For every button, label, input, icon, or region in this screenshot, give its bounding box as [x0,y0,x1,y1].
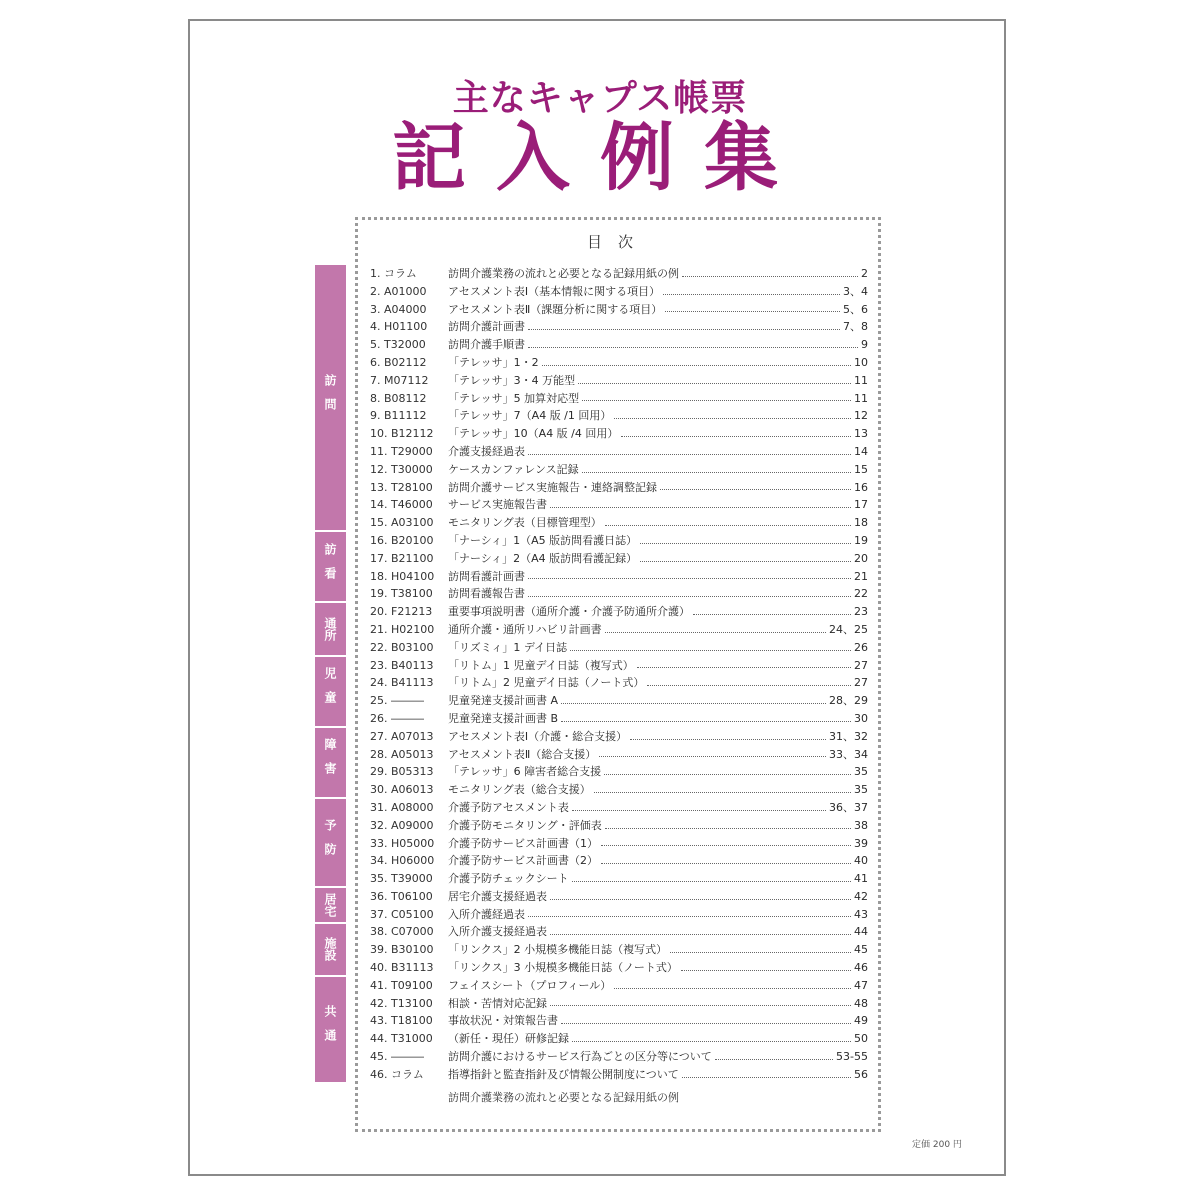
toc-entry-page: 46 [854,961,868,975]
toc-entry [370,301,868,319]
toc-entry [370,941,868,959]
toc-entry [370,639,868,657]
toc-entry-line [448,301,868,319]
toc-entry [370,390,868,408]
toc-entry [370,781,868,799]
toc-entry-page: 2 [861,267,868,280]
toc-leader-dots [528,318,840,330]
toc-entry [370,746,868,764]
toc-entry-line [448,283,868,301]
toc-entry-title: 相談・苦情対応記録 [448,996,547,1010]
toc-entry-page: 18 [854,516,868,530]
toc-entry-page: 21 [854,569,868,583]
toc-leader-dots [582,390,851,402]
toc-entry-page: 38 [854,818,868,832]
toc-entry-page: 50 [854,1032,868,1046]
toc-leader-dots [528,568,851,580]
toc-entry-page: 49 [854,1014,868,1028]
toc-entry-page: 35 [854,783,868,797]
toc-entry-title: フェイスシート（プロフィール） [448,978,612,992]
toc-leader-dots [550,888,851,900]
toc-entry-title: 児童発達支援計画書 A [448,694,559,708]
toc-entry-page: 20 [854,551,868,565]
toc-leader-dots [572,799,826,811]
category-tab: 予防 [315,799,346,886]
toc-entry-line [448,585,868,603]
toc-entry-line [448,710,868,728]
toc-entry-number: 17. B21100 [370,551,434,565]
toc-entry [370,799,868,817]
toc-entry-line [448,906,868,924]
toc-leader-dots [570,639,851,651]
toc-entry-title: アセスメント表Ⅰ（介護・総合支援） [448,729,628,743]
toc-entry-line [448,728,868,746]
toc-entry [370,372,868,390]
toc-entry-line [448,550,868,568]
category-tab: 通所 [315,603,346,654]
toc-entry-page: 17 [854,498,868,512]
toc-entry-number: 4. H01100 [370,320,428,334]
toc-entry-title: （新任・現任）研修記録 [448,1032,569,1046]
toc-entry-title: モニタリング表（目標管理型） [448,516,602,530]
toc-entry-line [448,603,868,621]
toc-entry [370,657,868,675]
toc-entry-line [448,1012,868,1030]
toc-entry-number: 6. B02112 [370,355,427,369]
toc-entry-title: アセスメント表Ⅱ（課題分析に関する項目） [448,302,663,316]
toc-entry-title: 入所介護支援経過表 [448,925,547,939]
toc-entry-title: 通所介護・通所リハビリ計画書 [448,622,602,636]
toc-entry-page: 13 [854,427,868,441]
toc-leader-dots [599,746,826,758]
toc-entry-page: 24、25 [829,622,868,636]
toc-entry-number: 7. M07112 [370,373,429,387]
toc-entry [370,1048,868,1066]
toc-entry [370,835,868,853]
toc-entry [370,354,868,372]
toc-leader-dots [715,1048,833,1060]
toc-entry-page: 40 [854,854,868,868]
toc-entry [370,283,868,301]
toc-entry-number: 10. B12112 [370,427,434,441]
toc-entry-number: 44. T31000 [370,1032,433,1046]
toc-entry-page: 16 [854,480,868,494]
category-tab: 障害 [315,728,346,797]
toc-entry-number: 27. A07013 [370,729,434,743]
toc-entry-line [448,817,868,835]
toc-leader-dots [640,532,851,544]
toc-entry-title: アセスメント表Ⅱ（総合支援） [448,747,597,761]
toc-entry-page: 56 [854,1067,868,1081]
toc-entry-title: 指導指針と監査指針及び情報公開制度について [448,1067,679,1081]
toc-entry [370,496,868,514]
toc-entry-page: 47 [854,978,868,992]
toc-leader-dots [693,603,851,615]
toc-entry-line [448,568,868,586]
toc-entry-number: 34. H06000 [370,854,435,868]
toc-entry [370,603,868,621]
toc-entry-page: 44 [854,925,868,939]
toc-entry-page: 33、34 [829,747,868,761]
toc-entry-line [448,532,868,550]
toc-entry-number: 43. T18100 [370,1014,433,1028]
toc-entry-number: 35. T39000 [370,872,433,886]
toc-leader-dots [528,443,851,455]
toc-entry-line [448,888,868,906]
toc-leader-dots [550,995,851,1007]
toc-entry-title: 「ナーシィ」2（A4 版訪問看護記録） [448,551,638,565]
toc-leader-dots [542,354,851,366]
toc-entry-title: 「テレッサ」5 加算対応型 [448,391,580,405]
toc-entry-number: 39. B30100 [370,943,434,957]
toc-leader-dots [561,710,851,722]
toc-entry-page: 7、8 [843,320,868,334]
toc-entry-line [448,995,868,1013]
toc-entry-line [448,461,868,479]
toc-entry-number: 31. A08000 [370,800,434,814]
toc-entry-page: 36、37 [829,800,868,814]
toc-entry-line [448,657,868,675]
toc-entry-page: 41 [854,872,868,886]
toc-leader-dots [582,461,851,473]
toc-entry-page: 3、4 [843,284,868,298]
toc-entry-page: 19 [854,533,868,547]
toc-entry-number: 36. T06100 [370,889,433,903]
toc-entry-line [448,781,868,799]
category-tab: 児童 [315,657,346,726]
category-tab: 訪看 [315,532,346,601]
toc-leader-dots [578,372,851,384]
toc-leader-dots [604,763,851,775]
toc-entry [370,763,868,781]
toc-entry [370,514,868,532]
toc-entry-page: 43 [854,907,868,921]
toc-entry [370,585,868,603]
toc-entry-page: 30 [854,711,868,725]
toc-entry-page: 5、6 [843,302,868,316]
toc-leader-dots [637,657,851,669]
toc-entry-number: 20. F21213 [370,605,433,619]
toc-list [370,265,868,1084]
toc-entry-line [448,746,868,764]
toc-entry-line [448,870,868,888]
toc-leader-dots [647,674,851,686]
toc-entry-title: 介護予防サービス計画書（2） [448,854,598,868]
toc-leader-dots [630,728,826,740]
toc-entry-title: 訪問介護サービス実施報告・連絡調整記録 [448,480,657,494]
toc-entry-number: 12. T30000 [370,462,433,476]
toc-entry [370,318,868,336]
toc-extra-line: 訪問介護業務の流れと必要となる記録用紙の例 [448,1091,679,1104]
toc-leader-dots [682,1066,851,1078]
toc-entry-title: 「リズミィ」1 デイ日誌 [448,640,568,654]
toc-entry-title: 訪問介護手順書 [448,338,525,352]
toc-entry-title: 介護予防サービス計画書（1） [448,836,598,850]
toc-entry-number: 32. A09000 [370,818,434,832]
toc-leader-dots [528,585,851,597]
toc-entry-page: 27 [854,658,868,672]
toc-entry-line [448,941,868,959]
toc-entry-line [448,407,868,425]
toc-entry [370,1030,868,1048]
toc-entry-page: 45 [854,943,868,957]
toc-entry [370,959,868,977]
toc-entry-title: 介護予防チェックシート [448,872,569,886]
toc-leader-dots [605,514,851,526]
toc-entry [370,336,868,354]
toc-entry-number: 22. B03100 [370,640,434,654]
toc-entry-line [448,799,868,817]
toc-entry-line [448,336,868,354]
toc-leader-dots [665,301,840,313]
toc-entry-line [448,479,868,497]
toc-entry-number: 41. T09100 [370,978,433,992]
toc-entry-number: 29. B05313 [370,765,434,779]
toc-entry [370,852,868,870]
toc-entry-line [448,443,868,461]
toc-entry-number: 40. B31113 [370,961,434,975]
toc-entry-number: 5. T32000 [370,338,426,352]
toc-entry-page: 22 [854,587,868,601]
toc-entry [370,888,868,906]
toc-entry-title: アセスメント表Ⅰ（基本情報に関する項目） [448,284,661,298]
toc-entry-number: 23. B40113 [370,658,434,672]
toc-entry-title: 入所介護経過表 [448,907,525,921]
toc-entry-title: 介護予防モニタリング・評価表 [448,818,602,832]
toc-entry-page: 11 [854,391,868,405]
toc-entry [370,870,868,888]
toc-entry-number: 16. B20100 [370,533,434,547]
toc-leader-dots [663,283,840,295]
toc-entry-number: 9. B11112 [370,409,427,423]
toc-entry-number: 8. B08112 [370,391,427,405]
toc-entry-title: 児童発達支援計画書 B [448,711,559,725]
toc-entry-line [448,425,868,443]
toc-leader-dots [572,870,851,882]
toc-entry-number: 33. H05000 [370,836,435,850]
toc-entry-number: 30. A06013 [370,783,434,797]
toc-entry-number: 21. H02100 [370,622,435,636]
toc-leader-dots [561,692,826,704]
toc-leader-dots [660,479,851,491]
toc-entry-line [448,1048,868,1066]
toc-leader-dots [550,496,851,508]
price-label: 定価 200 円 [912,1140,962,1150]
toc-entry-title: 「テレッサ」10（A4 版 /4 回用） [448,427,619,441]
toc-leader-dots [640,550,851,562]
toc-leader-dots [601,852,851,864]
toc-leader-dots [528,906,851,918]
toc-leader-dots [594,781,851,793]
toc-entry-number: 26. ――― [370,711,424,725]
toc-entry-page: 9 [861,338,868,352]
toc-entry-title: 「テレッサ」1・2 [448,355,539,369]
toc-entry [370,995,868,1013]
toc-entry-number: 18. H04100 [370,569,435,583]
toc-entry-line [448,923,868,941]
toc-entry-number: 15. A03100 [370,516,434,530]
toc-entry [370,728,868,746]
toc-entry-line [448,1066,868,1084]
category-tab: 施設 [315,924,346,975]
toc-entry-title: 訪問看護報告書 [448,587,525,601]
toc-entry-page: 28、29 [829,694,868,708]
toc-entry-page: 53-55 [836,1050,868,1064]
toc-entry [370,568,868,586]
toc-entry-page: 10 [854,355,868,369]
toc-entry-title: 「リンクス」2 小規模多機能日誌（複写式） [448,943,668,957]
toc-entry-line [448,835,868,853]
toc-entry [370,265,868,283]
toc-entry-page: 27 [854,676,868,690]
toc-entry-line [448,318,868,336]
toc-entry-line [448,390,868,408]
toc-entry [370,461,868,479]
toc-entry [370,817,868,835]
toc-entry-page: 26 [854,640,868,654]
toc-entry-line [448,265,868,283]
toc-leader-dots [614,407,851,419]
toc-entry-number: 46. コラム [370,1067,424,1081]
toc-entry-number: 45. ――― [370,1050,424,1064]
toc-entry-page: 31、32 [829,729,868,743]
toc-entry-title: 介護支援経過表 [448,444,525,458]
toc-entry-page: 15 [854,462,868,476]
toc-entry-number: 2. A01000 [370,284,427,298]
toc-entry-line [448,959,868,977]
category-tab: 訪問 [315,265,346,530]
toc-entry-line [448,514,868,532]
toc-entry-number: 11. T29000 [370,444,433,458]
toc-leader-dots [605,621,826,633]
toc-entry-title: 「リンクス」3 小規模多機能日誌（ノート式） [448,961,678,975]
toc-entry [370,407,868,425]
toc-entry-page: 48 [854,996,868,1010]
toc-entry-number: 13. T28100 [370,480,433,494]
document-title: 記入例集 [392,115,808,201]
toc-entry-number: 14. T46000 [370,498,433,512]
toc-entry-title: 「テレッサ」6 障害者総合支援 [448,765,602,779]
toc-entry-title: 「テレッサ」3・4 万能型 [448,373,576,387]
toc-entry [370,710,868,728]
toc-entry-line [448,692,868,710]
toc-entry [370,550,868,568]
toc-entry-line [448,852,868,870]
toc-entry [370,977,868,995]
toc-entry-title: 訪問看護計画書 [448,569,525,583]
toc-entry-page: 39 [854,836,868,850]
toc-entry-line [448,639,868,657]
toc-entry-number: 25. ――― [370,694,424,708]
toc-leader-dots [572,1030,851,1042]
toc-leader-dots [681,959,851,971]
category-tab: 共通 [315,977,346,1082]
toc-entry-title: 「ナーシィ」1（A5 版訪問看護日誌） [448,533,638,547]
toc-entry [370,692,868,710]
toc-entry-title: 介護予防アセスメント表 [448,800,569,814]
toc-entry [370,923,868,941]
toc-entry [370,532,868,550]
toc-entry-title: 重要事項説明書（通所介護・介護予防通所介護） [448,605,690,619]
toc-entry-title: 「リトム」2 児童デイ日誌（ノート式） [448,676,645,690]
toc-leader-dots [561,1012,851,1024]
toc-entry-line [448,496,868,514]
toc-entry-page: 35 [854,765,868,779]
toc-leader-dots [621,425,851,437]
toc-leader-dots [605,817,851,829]
toc-entry-line [448,621,868,639]
toc-entry-line [448,674,868,692]
toc-entry-title: 居宅介護支援経過表 [448,889,547,903]
toc-entry-number: 24. B41113 [370,676,434,690]
toc-entry-title: 訪問介護計画書 [448,320,525,334]
toc-entry-title: 「テレッサ」7（A4 版 /1 回用） [448,409,612,423]
toc-entry-line [448,354,868,372]
toc-leader-dots [550,923,851,935]
category-tab: 居宅 [315,888,346,922]
toc-entry-number: 1. コラム [370,267,417,280]
toc-entry-number: 19. T38100 [370,587,433,601]
toc-entry-line [448,763,868,781]
toc-entry-page: 12 [854,409,868,423]
toc-heading: 目次 [586,233,649,251]
toc-entry [370,621,868,639]
toc-leader-dots [528,336,858,348]
toc-entry-line [448,977,868,995]
toc-entry-title: ケースカンファレンス記録 [448,462,579,476]
toc-entry-page: 23 [854,605,868,619]
toc-entry-page: 14 [854,444,868,458]
toc-entry-title: 訪問介護業務の流れと必要となる記録用紙の例 [448,267,679,280]
toc-entry [370,425,868,443]
document-subtitle: 主なキャプス帳票 [452,78,748,119]
toc-entry-number: 42. T13100 [370,996,433,1010]
toc-entry-number: 37. C05100 [370,907,434,921]
toc-entry-title: モニタリング表（総合支援） [448,783,591,797]
toc-entry-number: 3. A04000 [370,302,427,316]
toc-entry [370,479,868,497]
toc-entry-line [448,1030,868,1048]
toc-entry-title: 事故状況・対策報告書 [448,1014,558,1028]
toc-entry [370,906,868,924]
toc-leader-dots [601,835,851,847]
toc-leader-dots [614,977,851,989]
toc-entry-title: 訪問介護におけるサービス行為ごとの区分等について [448,1050,712,1064]
toc-entry [370,674,868,692]
toc-entry [370,1066,868,1084]
toc-entry-title: 「リトム」1 児童デイ日誌（複写式） [448,658,634,672]
toc-entry-number: 28. A05013 [370,747,434,761]
toc-entry-number: 38. C07000 [370,925,434,939]
toc-leader-dots [670,941,851,953]
toc-leader-dots [682,265,858,277]
toc-entry-page: 42 [854,889,868,903]
toc-entry [370,1012,868,1030]
toc-entry-title: サービス実施報告書 [448,498,547,512]
toc-entry-page: 11 [854,373,868,387]
toc-entry-line [448,372,868,390]
toc-entry [370,443,868,461]
